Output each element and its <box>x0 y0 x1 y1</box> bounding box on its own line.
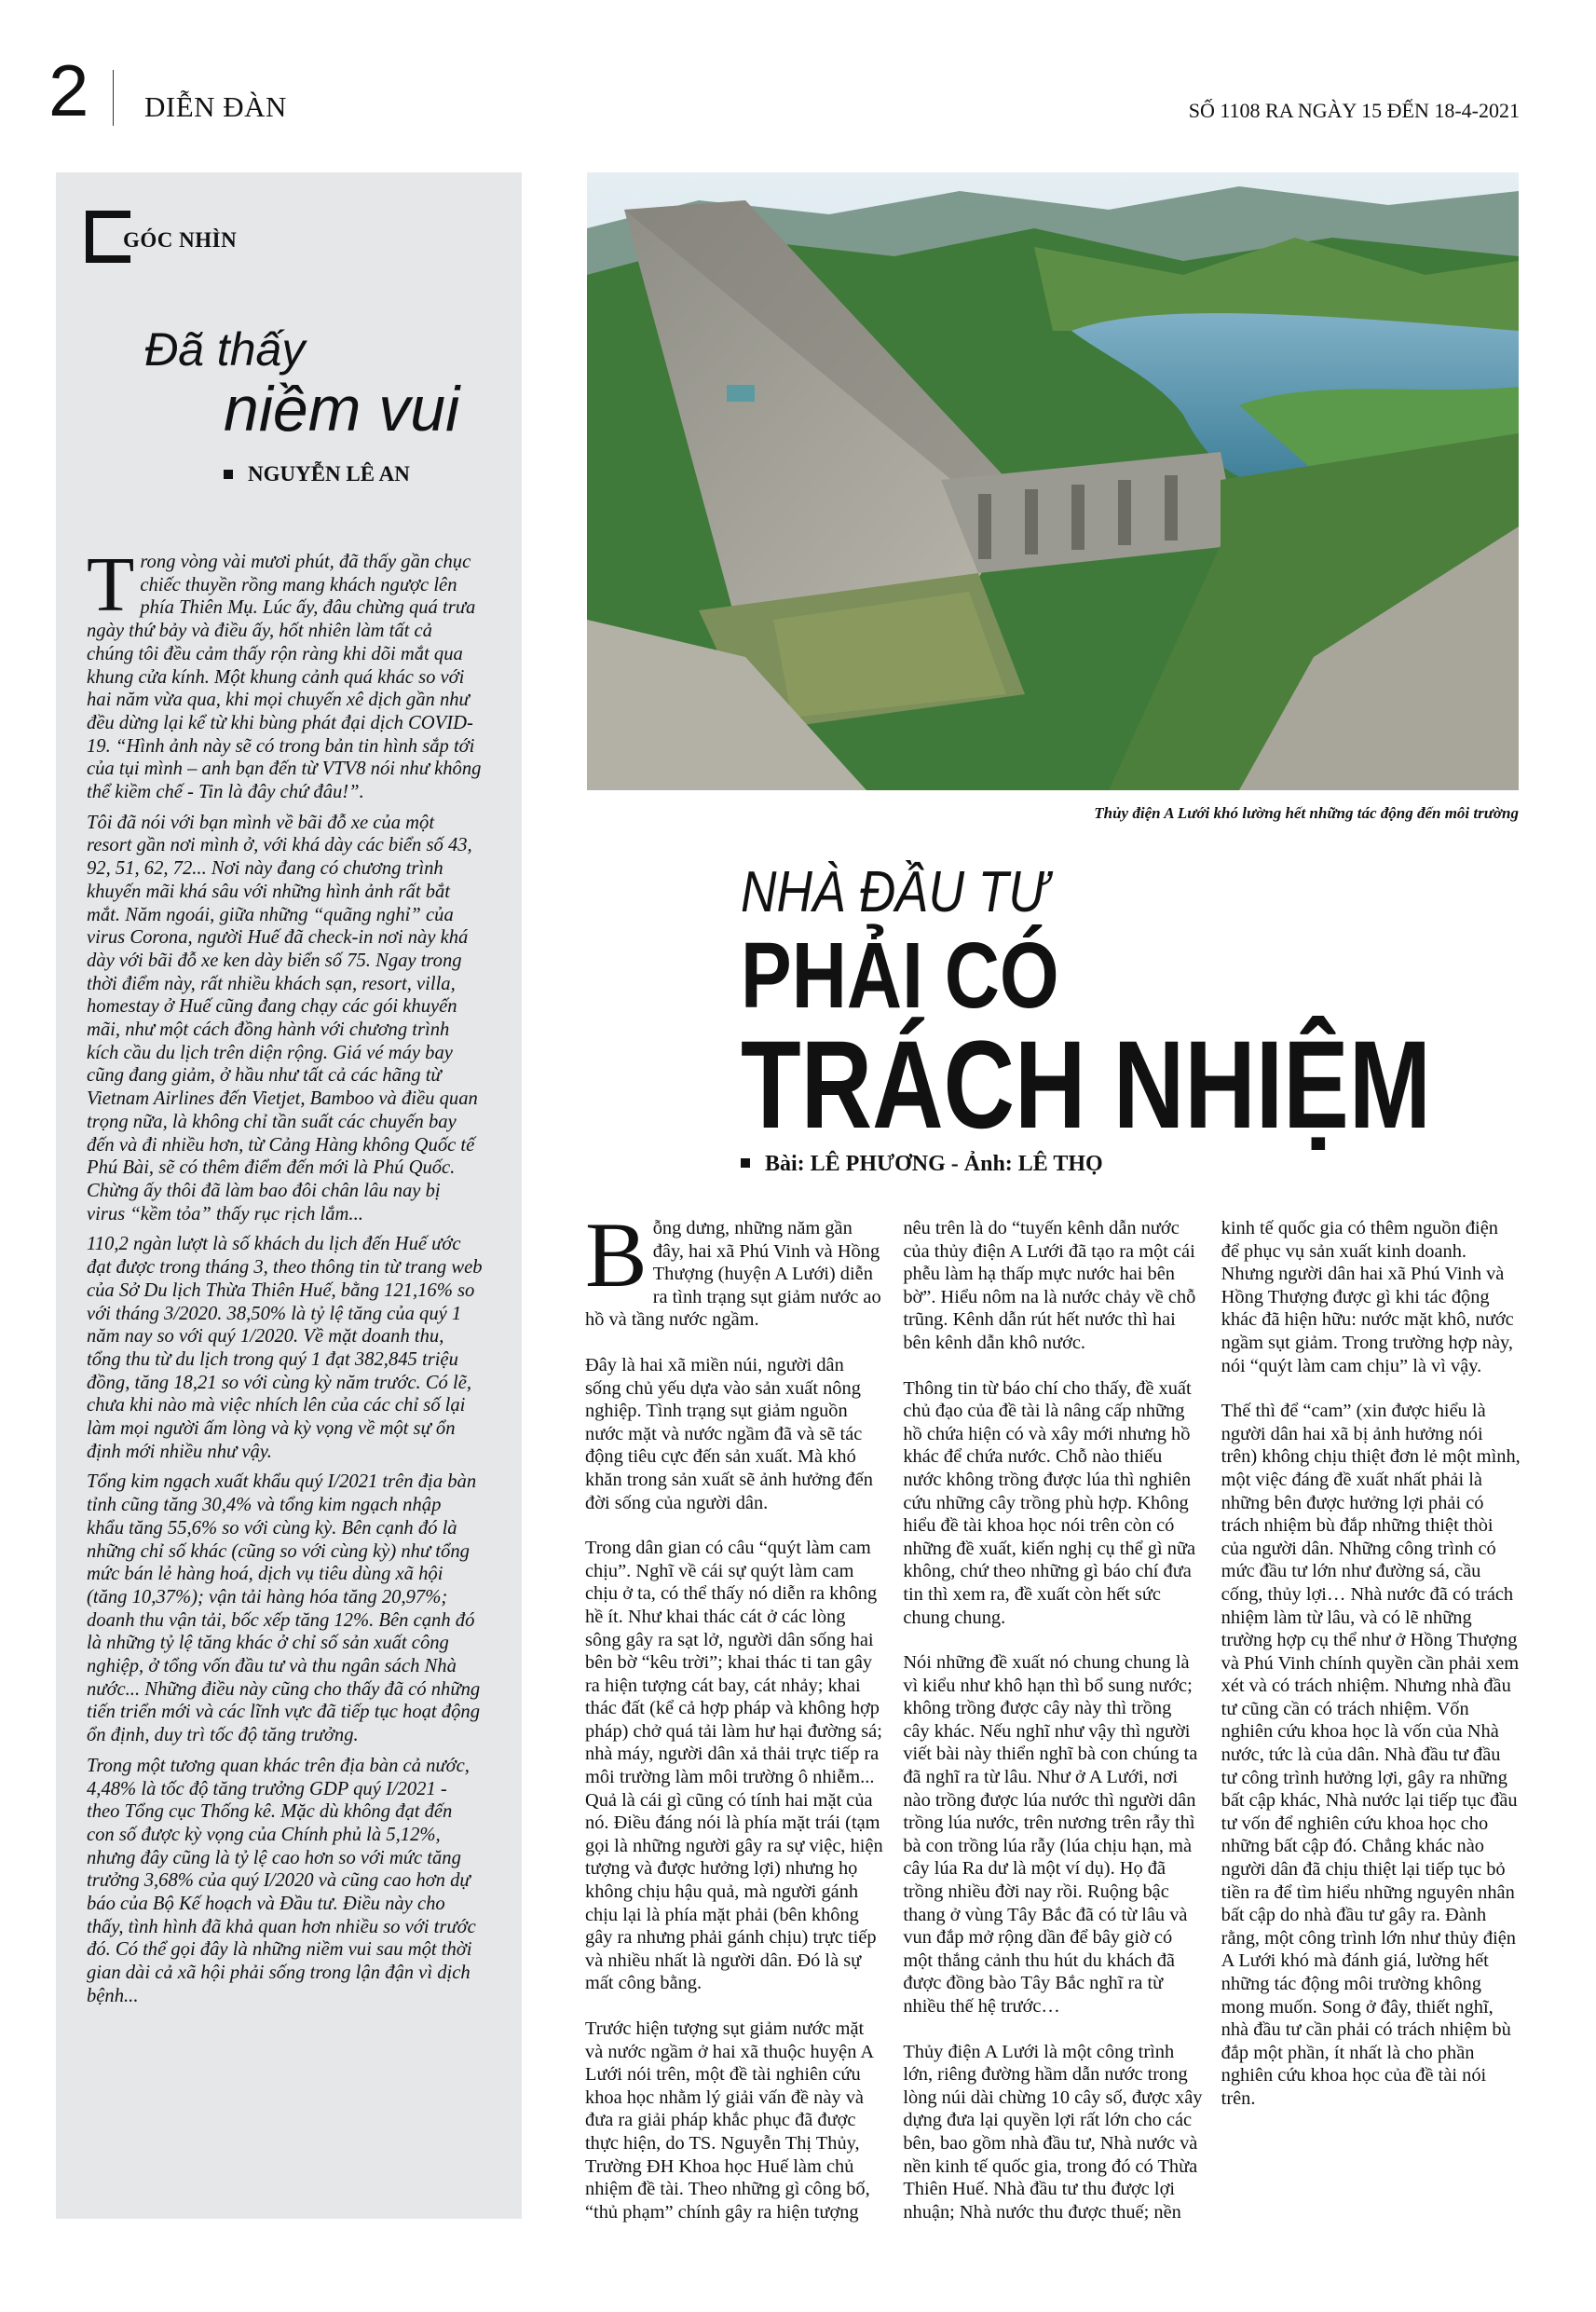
article-byline <box>741 1152 1103 1177</box>
sidebar-author <box>224 462 410 486</box>
drop-cap: T <box>87 541 135 628</box>
sidebar-title-line2: niềm vui <box>224 374 460 445</box>
sidebar-paragraph: Tôi đã nói với bạn mình về bãi đỗ xe của một resort gần nơi mình ở, với khá dày các biển số 43, 92, 51, 62, 72... Nơi này đang có chương trình khuyến mãi khá sâu với những hình ảnh rất bắt mắt. Năm ngoái, giữa những “quãng nghỉ” của virus Corona, người Huế đã check-in nơi này khá dày với bãi đỗ xe ken dày biển số 75. Ngay trong thời điểm này, rất nhiều khách sạn, resort, villa, homestay ở Huế cũng đang chạy các gói khuyến mãi, như một cách đồng hành với chương trình kích cầu du lịch trên diện rộng. Giá vé máy bay cũng đang giảm, ở hầu như tất cả các hãng từ Vietnam Airlines đến Vietjet, Bamboo và điều quan trọng nữa, là không chỉ tần suất các chuyến bay đến và đi nhiều hơn, từ Cảng Hàng không Quốc tế Phú Bài, sẽ có thêm điểm đến mới là Phú Quốc. Chừng ấy thôi đã làm bao đôi chân lâu nay bị virus “kềm tỏa” thấy rục rịch lắm... <box>87 812 478 1224</box>
headline-line2: TRÁCH NHIỆM <box>741 1016 1431 1155</box>
sidebar-paragraph: 110,2 ngàn lượt là số khách du lịch đến Huế ước đạt được trong tháng 3, theo thông tin từ trang web của Sở Du lịch Thừa Thiên Huế, bằng 121,16% so với tháng 3/2020. 38,50% là tỷ lệ tăng của quý 1 năm nay so với quý 1/2020. Về mặt doanh thu, tổng thu từ du lịch trong quý 1 đạt 382,845 triệu đồng, tăng 18,21 so với cùng kỳ năm trước. Có lẽ, chưa khi nào mà việc nhích lên của các chỉ số lại làm mọi người ấm lòng và kỳ vọng về một sự ổn định mới nhiều như vậy. <box>87 1234 483 1462</box>
issue-date: SỐ 1108 RA NGÀY 15 ĐẾN 18-4-2021 <box>1188 99 1520 122</box>
column-bracket-icon-base <box>86 255 130 263</box>
article-paragraph: Nói những đề xuất nó chung chung là vì kiểu như khô hạn thì bổ sung nước; không trồng được cây này thì trồng cây khác. Nếu nghĩ như vậy thì người viết bài này thiển nghĩ bà con chúng ta đã nghĩ ra từ lâu. Như ở A Lưới, nơi nào trồng được lúa nước thì người dân trồng lúa nước, trên nương trên rẫy thì bà con trồng lúa rẫy (lúa chịu hạn, mà cây lúa Ra dư là một ví dụ). Họ đã trồng nhiều đời nay rồi. Ruộng bậc thang ở vùng Tây Bắc đã có từ lâu và vun đắp mở rộng dần để bây giờ có một thắng cảnh thu hút du khách đã được đồng bào Tây Bắc nghĩ ra từ nhiều thế hệ trước… <box>903 1652 1198 2017</box>
dam-photo <box>587 172 1519 790</box>
sidebar-body <box>87 541 483 2016</box>
article-paragraph: Thông tin từ báo chí cho thấy, đề xuất chủ đạo của đề tài là nâng cấp những hồ chứa hiện có và xây mới nhưng hồ khác để chứa nước. Chỗ nào thiếu nước không trồng được lúa thì nghiên cứu những cây trồng phù hợp. Không hiểu đề tài khoa học nói trên còn có những đề xuất, kiến nghị cụ thể gì nữa không, chứ theo những gì báo chí đưa tin thì xem ra, đề xuất còn hết sức chung chung. <box>903 1377 1196 1628</box>
column-label: GÓC NHÌN <box>123 228 238 252</box>
article-paragraph: Đây là hai xã miền núi, người dân sống chủ yếu dựa vào sản xuất nông nghiệp. Tình trạng sụt giảm nguồn nước mặt và nước ngầm đã và sẽ tác động tiêu cực đến sản xuất. Mà khó khăn trong sản xuất sẽ ảnh hưởng đến đời sống của người dân. <box>585 1354 873 1513</box>
bullet-square-icon <box>741 1158 750 1168</box>
byline-text: Bài: LÊ PHƯƠNG - Ảnh: LÊ THỌ <box>765 1152 1103 1176</box>
sidebar-title-line1: Đã thấy <box>144 323 306 376</box>
article-paragraph: Trước hiện tượng sụt giảm nước mặt và nước ngầm ở hai xã thuộc huyện A Lưới nói trên, một đề tài nghiên cứu khoa học nhằm lý giải vấn đề này và đưa ra giải pháp khắc phục đã được thực hiện, do TS. Nguyễn Thị Thủy, Trường ĐH Khoa học Huế làm chủ nhiệm đề tài. Theo những gì công bố, “thủ phạm” chính gây ra hiện tượng nêu trên là do “tuyến kênh dẫn nước của thủy điện A Lưới đã tạo ra một cái phễu làm hạ thấp mực nước hai bên bờ”. Hiểu nôm na là nước chảy về chỗ trũng. Kênh dẫn rút hết nước thì hai bên kênh dẫn khô nước. <box>585 1218 1196 2223</box>
photo-caption: Thủy điện A Lưới khó lường hết những tác động đến môi trường <box>1094 804 1519 822</box>
drop-cap: B <box>585 1203 648 1306</box>
paragraph-text: rong vòng vài mươi phút, đã thấy gần chục chiếc thuyền rồng mang khách ngược lên phía Thiên Mụ. Lúc ấy, đâu chừng quá trưa ngày thứ bảy và điều ấy, hốt nhiên làm tất cả chúng tôi đều cảm thấy rộn ràng khi dõi mắt qua khung cửa kính. Một khung cảnh quá khác so với hai năm vừa qua, khi mọi chuyến xê dịch gần như đều dừng lại kể từ khi bùng phát đại dịch COVID-19. “Hình ảnh này sẽ có trong bản tin hình sắp tới của tụi mình – anh bạn đến từ VTV8 nói như không thể kiềm chế - Tin là đây chứ đâu!”. <box>87 552 482 803</box>
sidebar-paragraph <box>87 541 483 804</box>
sidebar-paragraph: Tổng kim ngạch xuất khẩu quý I/2021 trên địa bàn tỉnh cũng tăng 30,4% và tổng kim ngạch nhập khẩu tăng 55,6% so với cùng kỳ. Bên cạnh đó là những chỉ số khác (cũng so với cùng kỳ) như tổng mức bán lẻ hàng hoá, dịch vụ tiêu dùng xã hội (tăng 10,37%); vận tải hàng hóa tăng 20,97%; doanh thu vận tải, bốc xếp tăng 12%. Bên cạnh đó là những tỷ lệ tăng khác ở chỉ số sản xuất công nghiệp, ở tổng vốn đầu tư và thu ngân sách Nhà nước... Những điều này cũng cho thấy đã có những tiến triển mới và các lĩnh vực đã tiếp tục hoạt động ổn định, duy trì tốc độ tăng trưởng. <box>87 1471 481 1746</box>
article-paragraph: Thế thì để “cam” (xin được hiểu là người dân hai xã bị ảnh hưởng nói trên) không chịu thiệt đơn lẻ một mình, một việc đáng đề xuất nhất phải là những bên được hưởng lợi phải có trách nhiệm bù đắp những thiệt thòi của người dân. Những công trình có mức đầu tư lớn như đường sá, cầu cống, thủy lợi… Nhà nước đã có trách nhiệm làm từ lâu, và có lẽ những trường hợp cụ thể như ở Hồng Thượng và Phú Vinh chính quyền cần phải xem xét và có trách nhiệm. Nhưng nhà đầu tư cũng cần có trách nhiệm. Vốn nghiên cứu khoa học là vốn của Nhà nước, tức là của dân. Nhà đầu tư đầu tư công trình hưởng lợi, gây ra những bất cập khác, Nhà nước lại tiếp tục đầu tư vốn để nghiên cứu khoa học cho những bất cập đó. Chẳng khác nào người dân đã chịu thiệt lại tiếp tục bỏ tiền ra để tìm hiểu những nguyên nhân bất cập do nhà đầu tư gây ra. Đành rằng, một công trình lớn như thủy điện A Lưới khó mà đánh giá, lường hết những tác động môi trường không mong muốn. Song ở đây, thiết nghĩ, nhà đầu tư cần phải có trách nhiệm bù đắp một phần, ít nhất là cho phần nghiên cứu khoa học của đề tài nói trên. <box>1221 1401 1521 2109</box>
sidebar-paragraph: Trong một tương quan khác trên địa bàn cả nước, 4,48% là tốc độ tăng trưởng GDP quý I/2021 - theo Tổng cục Thống kê. Mặc dù không đạt đến con số được kỳ vọng của Chính phủ là 5,12%, nhưng đây cũng là tỷ lệ cao hơn so với mức tăng trưởng 3,68% của quý I/2020 và cũng cao hơn dự báo của Bộ Kế hoạch và Đầu tư. Điều này cho thấy, tình hình đã khả quan hơn nhiều so với trước đó. Có thể gọi đây là những niềm vui sau một thời gian dài cả xã hội phải sống trong lận đận vì dịch bệnh... <box>87 1755 476 2006</box>
section-title: DIỄN ĐÀN <box>144 90 287 123</box>
author-name: NGUYỄN LÊ AN <box>248 462 410 486</box>
header-divider <box>113 70 114 126</box>
article-paragraph <box>585 1203 884 1332</box>
page-number: 2 <box>48 49 89 131</box>
article-body <box>585 1203 1521 2233</box>
article-paragraph: Thủy điện A Lưới là một công trình lớn, riêng đường hầm dẫn nước trong lòng núi dài chừng 10 cây số, được xây dựng đưa lại quyền lợi rất lớn cho các bên, bao gồm nhà đầu tư, Nhà nước và nền kinh tế quốc gia, trong đó có Thừa Thiên Huế. Nhà đầu tư thu được lợi nhuận; Nhà nước thu được thuế; nền kinh tế quốc gia có thêm nguồn điện để phục vụ sản xuất kinh doanh. Nhưng người dân hai xã Phú Vinh và Hồng Thượng được gì khi tác động khác đã hiện hữu: nước mặt khô, nước ngầm sụt giảm. Trong trường hợp này, nói “quýt làm cam chịu” là vì vậy. <box>903 1218 1514 2223</box>
article-paragraph: Trong dân gian có câu “quýt làm cam chịu”. Nghĩ về cái sự quýt làm cam chịu ở ta, có thể thấy nó diễn ra không hề ít. Như khai thác cát ở các lòng sông gây ra sạt lở, người dân sống hai bên bờ “kêu trời”; khai thác ti tan gây ra hiện tượng cát bay, cát nhảy; khai thác đất (kể cả hợp pháp và không hợp pháp) chở quá tải làm hư hại đường sá; nhà máy, người dân xả thải trực tiếp ra môi trường làm môi trường ô nhiễm... Quả là cái gì cũng có tính hai mặt của nó. Điều đáng nói là phía mặt trái (tạm gọi là những người gây ra sự việc, hiện tượng và được hưởng lợi) nhưng họ không chịu hậu quả, mà người gánh chịu lại là phía mặt phải (bên không gây ra nhưng phải gánh chịu) trực tiếp và nhiều nhất là người dân. Đó là sự mất công bằng. <box>585 1538 883 1994</box>
bullet-square-icon <box>224 470 233 479</box>
headline-kicker: NHÀ ĐẦU TƯ <box>741 860 1048 924</box>
paragraph-text: ỗng dưng, những năm gần đây, hai xã Phú Vinh và Hồng Thượng (huyện A Lưới) diễn ra tình trạng sụt giảm nước ao hồ và tầng nước ngầm. <box>585 1218 881 1331</box>
headline-line1: PHẢI CÓ <box>741 923 1059 1028</box>
